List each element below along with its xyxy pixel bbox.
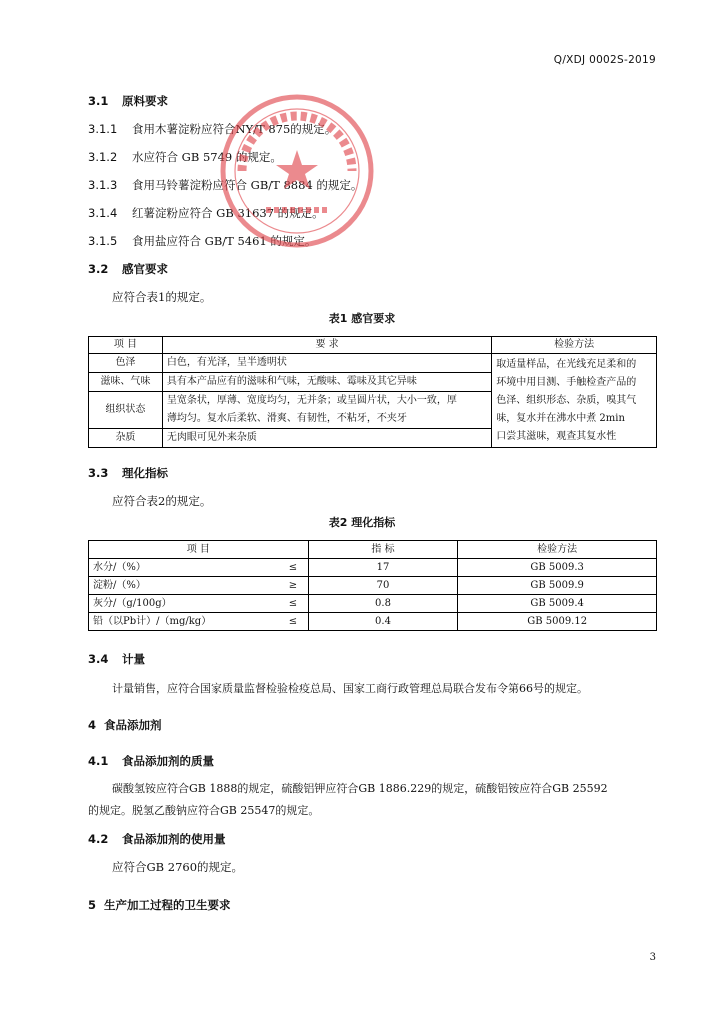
table-cell: ≤ xyxy=(278,613,308,631)
section-4-1-heading: 4.1 食品添加剂的质量 xyxy=(88,754,214,768)
table-header-row xyxy=(89,541,657,559)
section-4-1-line2: 的规定。脱氢乙酸钠应符合GB 25547的规定。 xyxy=(88,804,320,817)
table-row xyxy=(89,613,657,631)
doc-id-header: Q/XDJ 0002S-2019 xyxy=(553,54,656,66)
table-cell: 无肉眼可见外来杂质 xyxy=(162,429,491,448)
table-cell: GB 5009.4 xyxy=(458,595,657,613)
table-cell: 铅（以Pb计）/（mg/kg） xyxy=(89,613,279,631)
table-header: 项 目 xyxy=(89,541,309,559)
table-cell: GB 5009.9 xyxy=(458,577,657,595)
table-row xyxy=(89,354,657,373)
section-4-2-heading: 4.2 食品添加剂的使用量 xyxy=(88,832,226,846)
table-cell: 呈宽条状，厚薄、宽度均匀，无并条；或呈圆片状，大小一致，厚 薄均匀。复水后柔软、滑爽、有韧性，不粘牙，不夹牙 xyxy=(162,392,491,429)
table-header: 项 目 xyxy=(89,337,163,354)
table-cell: 淀粉/（%） xyxy=(89,577,279,595)
table-header: 检验方法 xyxy=(492,337,657,354)
section-5-heading: 5 生产加工过程的卫生要求 xyxy=(88,898,231,912)
table-header-row xyxy=(89,337,657,354)
table-cell: 水分/（%） xyxy=(89,559,279,577)
section-3-1-heading: 3.1 原料要求 xyxy=(88,94,168,108)
table-cell: 滋味、气味 xyxy=(89,373,163,392)
table-row xyxy=(89,577,657,595)
table-header: 指 标 xyxy=(308,541,458,559)
table-cell: ≤ xyxy=(278,595,308,613)
table-cell: 具有本产品应有的滋味和气味，无酸味、霉味及其它异味 xyxy=(162,373,491,392)
section-3-4-text: 计量销售，应符合国家质量监督检验检疫总局、国家工商行政管理总局联合发布令第66号的规定。 xyxy=(112,682,588,695)
page-number: 3 xyxy=(649,952,656,963)
clause-3-1-1: 3.1.1 食用木薯淀粉应符合NY/T 875的规定。 xyxy=(88,122,337,136)
table-row xyxy=(89,559,657,577)
table-cell: 0.4 xyxy=(308,613,458,631)
section-4-1-line1: 碳酸氢铵应符合GB 1888的规定，硫酸铝钾应符合GB 1886.229的规定，硫酸铝铵应符合GB 25592 xyxy=(112,782,608,795)
table1-caption: 表1 感官要求 xyxy=(328,312,396,325)
table-cell: 杂质 xyxy=(89,429,163,448)
table-cell: 17 xyxy=(308,559,458,577)
table-row xyxy=(89,595,657,613)
table2-caption: 表2 理化指标 xyxy=(328,516,396,529)
sensory-table xyxy=(88,336,657,448)
table-cell: GB 5009.12 xyxy=(458,613,657,631)
table-cell: GB 5009.3 xyxy=(458,559,657,577)
clause-3-1-5: 3.1.5 食用盐应符合 GB/T 5461 的规定。 xyxy=(88,234,317,248)
table-cell: ≤ xyxy=(278,559,308,577)
section-3-3-intro: 应符合表2的规定。 xyxy=(112,494,212,508)
table-cell: 组织状态 xyxy=(89,392,163,429)
table-cell: 色泽 xyxy=(89,354,163,373)
clause-3-1-3: 3.1.3 食用马铃薯淀粉应符合 GB/T 8884 的规定。 xyxy=(88,178,363,192)
section-3-4-heading: 3.4 计量 xyxy=(88,652,145,666)
clause-3-1-4: 3.1.4 红薯淀粉应符合 GB 31637 的规定。 xyxy=(88,206,324,220)
table-cell: 灰分/（g/100g） xyxy=(89,595,279,613)
table-cell: 0.8 xyxy=(308,595,458,613)
physicochemical-table xyxy=(88,540,657,631)
table-cell: ≥ xyxy=(278,577,308,595)
method-cell: 取适量样品，在光线充足柔和的 环境中用目测、手触检查产品的 色泽、组织形态、杂质，嗅其气 味，复水并在沸水中煮 2min 口尝其滋味，观查其复水性 xyxy=(492,354,657,448)
table-header: 要 求 xyxy=(162,337,491,354)
table-cell: 70 xyxy=(308,577,458,595)
section-4-2-text: 应符合GB 2760的规定。 xyxy=(112,860,244,874)
company-seal-stamp xyxy=(218,92,376,250)
table-header: 检验方法 xyxy=(458,541,657,559)
table-cell: 白色，有光泽，呈半透明状 xyxy=(162,354,491,373)
section-4-heading: 4 食品添加剂 xyxy=(88,718,162,732)
section-3-2-heading: 3.2 感官要求 xyxy=(88,262,168,276)
clause-3-1-2: 3.1.2 水应符合 GB 5749 的规定。 xyxy=(88,150,282,164)
section-3-3-heading: 3.3 理化指标 xyxy=(88,466,168,480)
section-3-2-intro: 应符合表1的规定。 xyxy=(112,290,212,304)
